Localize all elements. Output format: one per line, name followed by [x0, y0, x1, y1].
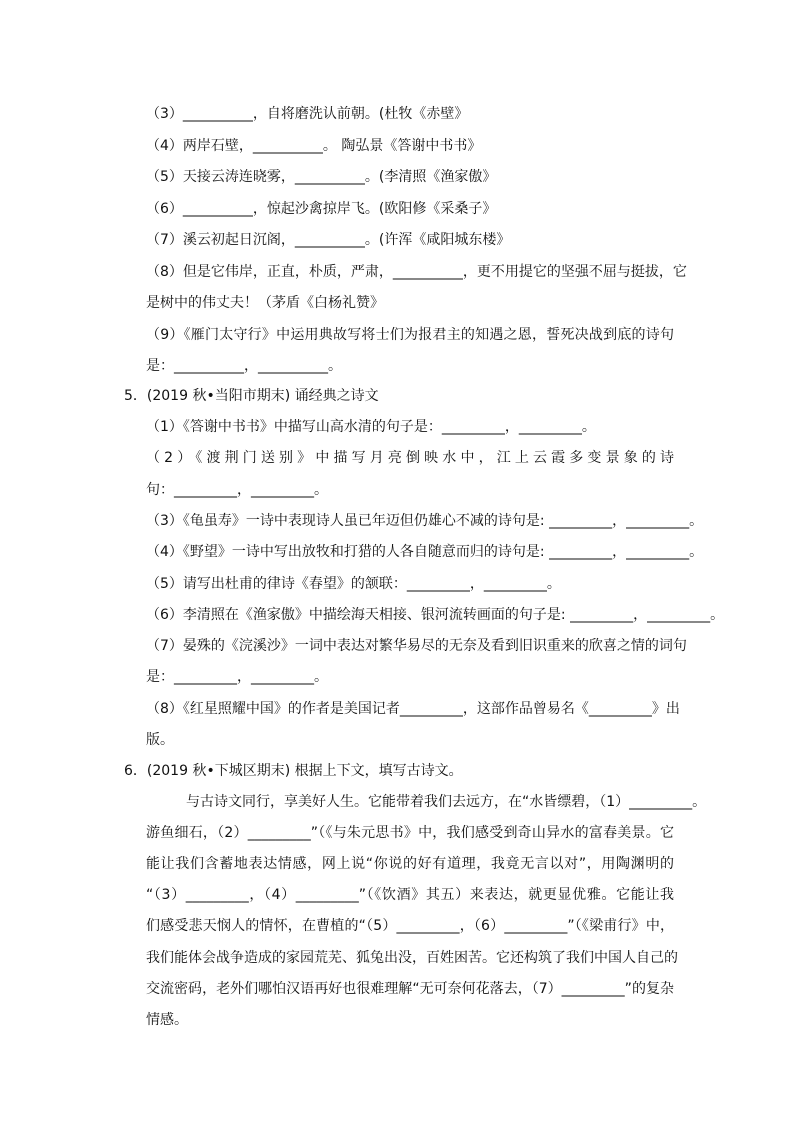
q5-line-6: （6）李清照在《渔家傲》中描绘海天相接、银河流转画面的句子是: _________，_________。 — [146, 607, 725, 623]
q5-line-3: （3）《龟虽寿》一诗中表现诗人虽已年迈但仍雄心不减的诗句是: _________，_________。 — [146, 513, 704, 529]
q4-item-4: （4）两岸石壁，__________。 陶弘景《答谢中书书》 — [146, 138, 482, 154]
q5-line-4: （4）《野望》一诗中写出放牧和打猎的人各自随意而归的诗句是: _________，_________。 — [146, 544, 704, 560]
q5-line-2: （2）《渡荆门送别》中描写月亮倒映水中，江上云霞多变景象的诗 — [146, 450, 674, 466]
q4-item-9: （9）《雁门太守行》中运用典故写将士们为报君主的知遇之恩，誓死决战到底的诗句 — [146, 327, 674, 343]
q5-line-7-cont: 是：_________，_________。 — [146, 669, 328, 685]
q6-line-6: 我们能体会战争造成的家园荒芜、狐兔出没，百姓困苦。它还构筑了我们中国人自己的 — [146, 950, 678, 966]
q6-line-8: 情感。 — [146, 1012, 188, 1028]
q4-item-3: （3）__________，自将磨洗认前朝。(杜牧《赤壁》 — [146, 106, 469, 122]
q6-line-1: 与古诗文同行，享美好人生。它能带着我们去远方，在“水皆缥碧，（1）_________。 — [186, 794, 707, 810]
q6-header: 6．(2019 秋•下城区期末) 根据上下文，填写古诗文。 — [124, 763, 463, 779]
q6-line-4: “（3）_________，（4）_________”（《饮酒》其五）来表达，就更显优雅。它能让我 — [146, 887, 674, 903]
q4-item-7: （7）溪云初起日沉阁，__________。(许浑《咸阳城东楼》 — [146, 232, 511, 248]
q6-line-3: 能让我们含蓄地表达情感，网上说“你说的好有道理，我竟无言以对”，用陶渊明的 — [146, 856, 674, 872]
q5-line-8-cont: 版。 — [146, 732, 174, 748]
q4-item-8-cont: 是树中的伟丈夫！（茅盾《白杨礼赞》 — [146, 295, 384, 311]
q6-line-7: 交流密码，老外们哪怕汉语再好也很难理解“无可奈何花落去，（7）_________”的复杂 — [146, 981, 674, 997]
q6-line-2: 游鱼细石，（2）_________”（《与朱元思书》中，我们感受到奇山异水的富春美景。它 — [146, 825, 674, 841]
q4-item-8: （8）但是它伟岸，正直，朴质，严肃，__________，更不用提它的坚强不屈与挺拔，它 — [146, 264, 687, 280]
q5-line-2-cont: 句：_________，_________。 — [146, 482, 328, 498]
q5-line-8: （8）《红星照耀中国》的作者是美国记者_________，这部作品曾易名《_________》出 — [146, 701, 680, 717]
q5-line-1: （1）《答谢中书书》中描写山高水清的句子是：_________，_________。 — [146, 419, 596, 435]
q4-item-9-cont: 是：__________，__________。 — [146, 358, 342, 374]
q6-line-5: 们感受悲天悯人的情怀，在曹植的“（5）_________，（6）_________”（《梁甫行》中， — [146, 918, 674, 934]
q4-item-6: （6）__________，惊起沙禽掠岸飞。(欧阳修《采桑子》 — [146, 201, 497, 217]
q5-header: 5．(2019 秋•当阳市期末) 诵经典之诗文 — [124, 388, 379, 404]
q4-item-5: （5）天接云涛连晓雾，__________。(李清照《渔家傲》 — [146, 169, 497, 185]
q5-line-5: （5）请写出杜甫的律诗《春望》的颔联：_________，_________。 — [146, 576, 561, 592]
q5-line-7: （7）晏殊的《浣溪沙》一词中表达对繁华易尽的无奈及看到旧识重来的欣喜之情的词句 — [146, 638, 687, 654]
